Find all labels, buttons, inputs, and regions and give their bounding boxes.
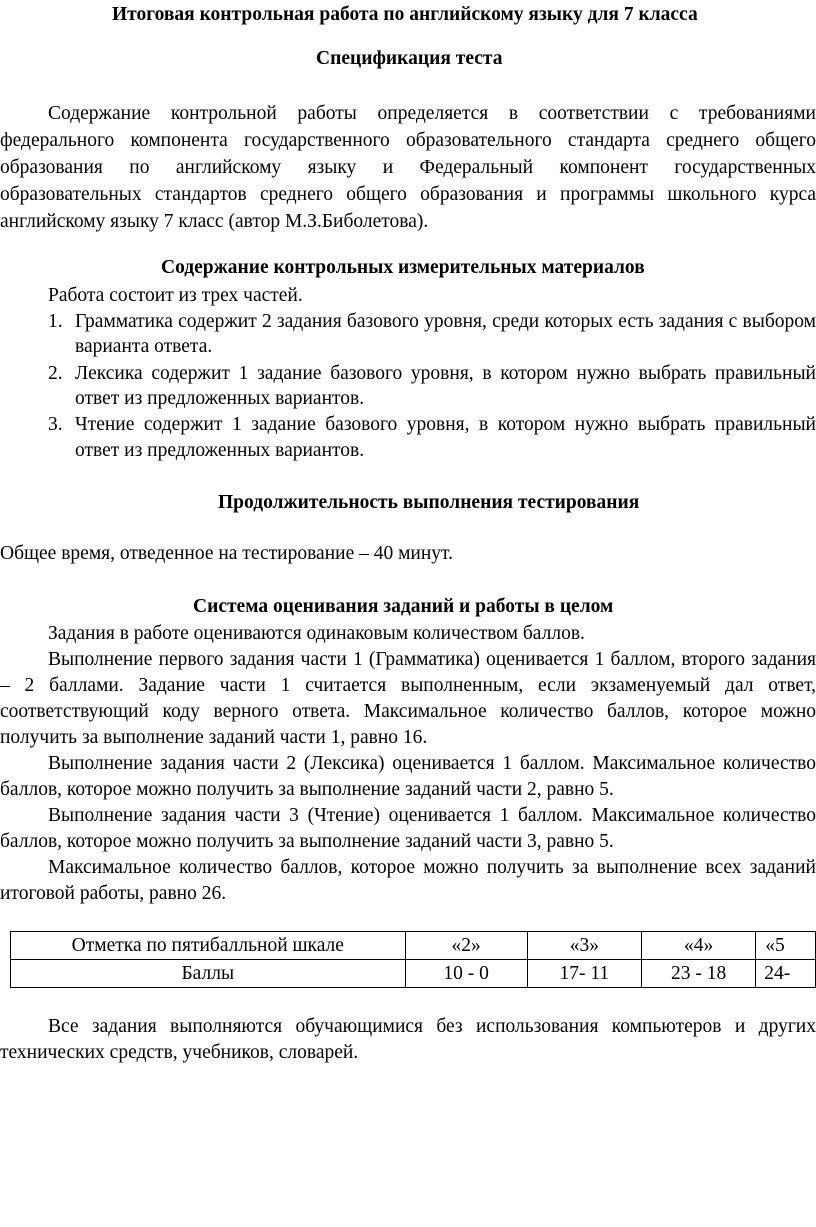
grading-line: баллов, которое можно получить за выполнение заданий части 3, равно 5.	[0, 831, 614, 852]
intro-line: образования по английскому языку и Федеральный компонент государственных	[0, 157, 816, 178]
document-title: Итоговая контрольная работа по английскому языку для 7 класса	[112, 4, 698, 25]
list-item-text: Лексика содержит 1 задание базового уровня, в котором нужно выбрать правильный	[75, 363, 816, 384]
list-item-number: 2.	[48, 363, 63, 384]
closing-line: Все задания выполняются обучающимися без использования компьютеров и других	[48, 1016, 816, 1037]
list-item-text: варианта ответа.	[75, 336, 213, 357]
table-header-row	[11, 932, 816, 960]
materials-lead: Работа состоит из трех частей.	[48, 285, 303, 306]
grading-line: баллов, которое можно получить за выполнение заданий части 2, равно 5.	[0, 779, 614, 800]
closing-line: технических средств, учебников, словарей.	[0, 1042, 359, 1063]
grading-line: Выполнение первого задания части 1 (Грамматика) оценивается 1 баллом, второго задания	[48, 649, 816, 670]
grading-line: Выполнение задания части 3 (Чтение) оценивается 1 баллом. Максимальное количество	[48, 805, 816, 826]
grading-line: – 2 баллами. Задание части 1 считается выполненным, если экзаменуемый дал ответ,	[0, 675, 816, 696]
grading-line: соответствующий коду верного ответа. Максимальное количество баллов, которое можно	[0, 701, 816, 722]
duration-heading: Продолжительность выполнения тестирования	[218, 492, 640, 513]
table-row	[11, 960, 816, 988]
table-cell: «5	[756, 932, 816, 960]
table-cell: 24-	[756, 960, 816, 988]
table-cell: Отметка по пятибалльной шкале	[11, 932, 406, 960]
grading-paragraph: Задания в работе оцениваются одинаковым количеством баллов.	[48, 623, 585, 644]
list-item-text: ответ из предложенных вариантов.	[75, 440, 365, 461]
table-cell: 17- 11	[527, 960, 641, 988]
intro-line: английскому языку 7 класс (автор М.З.Биболетова).	[0, 211, 429, 232]
list-item-number: 3.	[48, 414, 63, 435]
table-cell: «2»	[405, 932, 527, 960]
list-item-number: 1.	[48, 311, 63, 332]
document-subtitle: Спецификация теста	[316, 48, 503, 69]
intro-line: Содержание контрольной работы определяется в соответствии с требованиями	[48, 103, 816, 124]
table-cell: «4»	[641, 932, 755, 960]
duration-text: Общее время, отведенное на тестирование – 40 минут.	[0, 543, 453, 564]
intro-line: федерального компонента государственного образовательного стандарта среднего общего	[0, 130, 816, 151]
table-cell: Баллы	[11, 960, 406, 988]
table-cell: 10 - 0	[405, 960, 527, 988]
grading-line: Выполнение задания части 2 (Лексика) оценивается 1 баллом. Максимальное количество	[48, 753, 816, 774]
grading-line: получить за выполнение заданий части 1, равно 16.	[0, 727, 428, 748]
grading-line: Максимальное количество баллов, которое можно получить за выполнение всех заданий	[48, 857, 816, 878]
list-item-text: ответ из предложенных вариантов.	[75, 388, 365, 409]
list-item-text: Грамматика содержит 2 задания базового уровня, среди которых есть задания с выбором	[75, 311, 816, 332]
intro-line: образовательных стандартов среднего общего образования и программы школьного курса	[0, 184, 816, 205]
grading-line: итоговой работы, равно 26.	[0, 883, 227, 904]
grading-heading: Система оценивания заданий и работы в целом	[193, 596, 614, 617]
materials-heading: Содержание контрольных измерительных материалов	[161, 257, 645, 278]
table-cell: 23 - 18	[641, 960, 755, 988]
list-item-text: Чтение содержит 1 задание базового уровня, в котором нужно выбрать правильный	[75, 414, 816, 435]
table-cell: «3»	[527, 932, 641, 960]
grade-scale-table	[10, 931, 816, 988]
